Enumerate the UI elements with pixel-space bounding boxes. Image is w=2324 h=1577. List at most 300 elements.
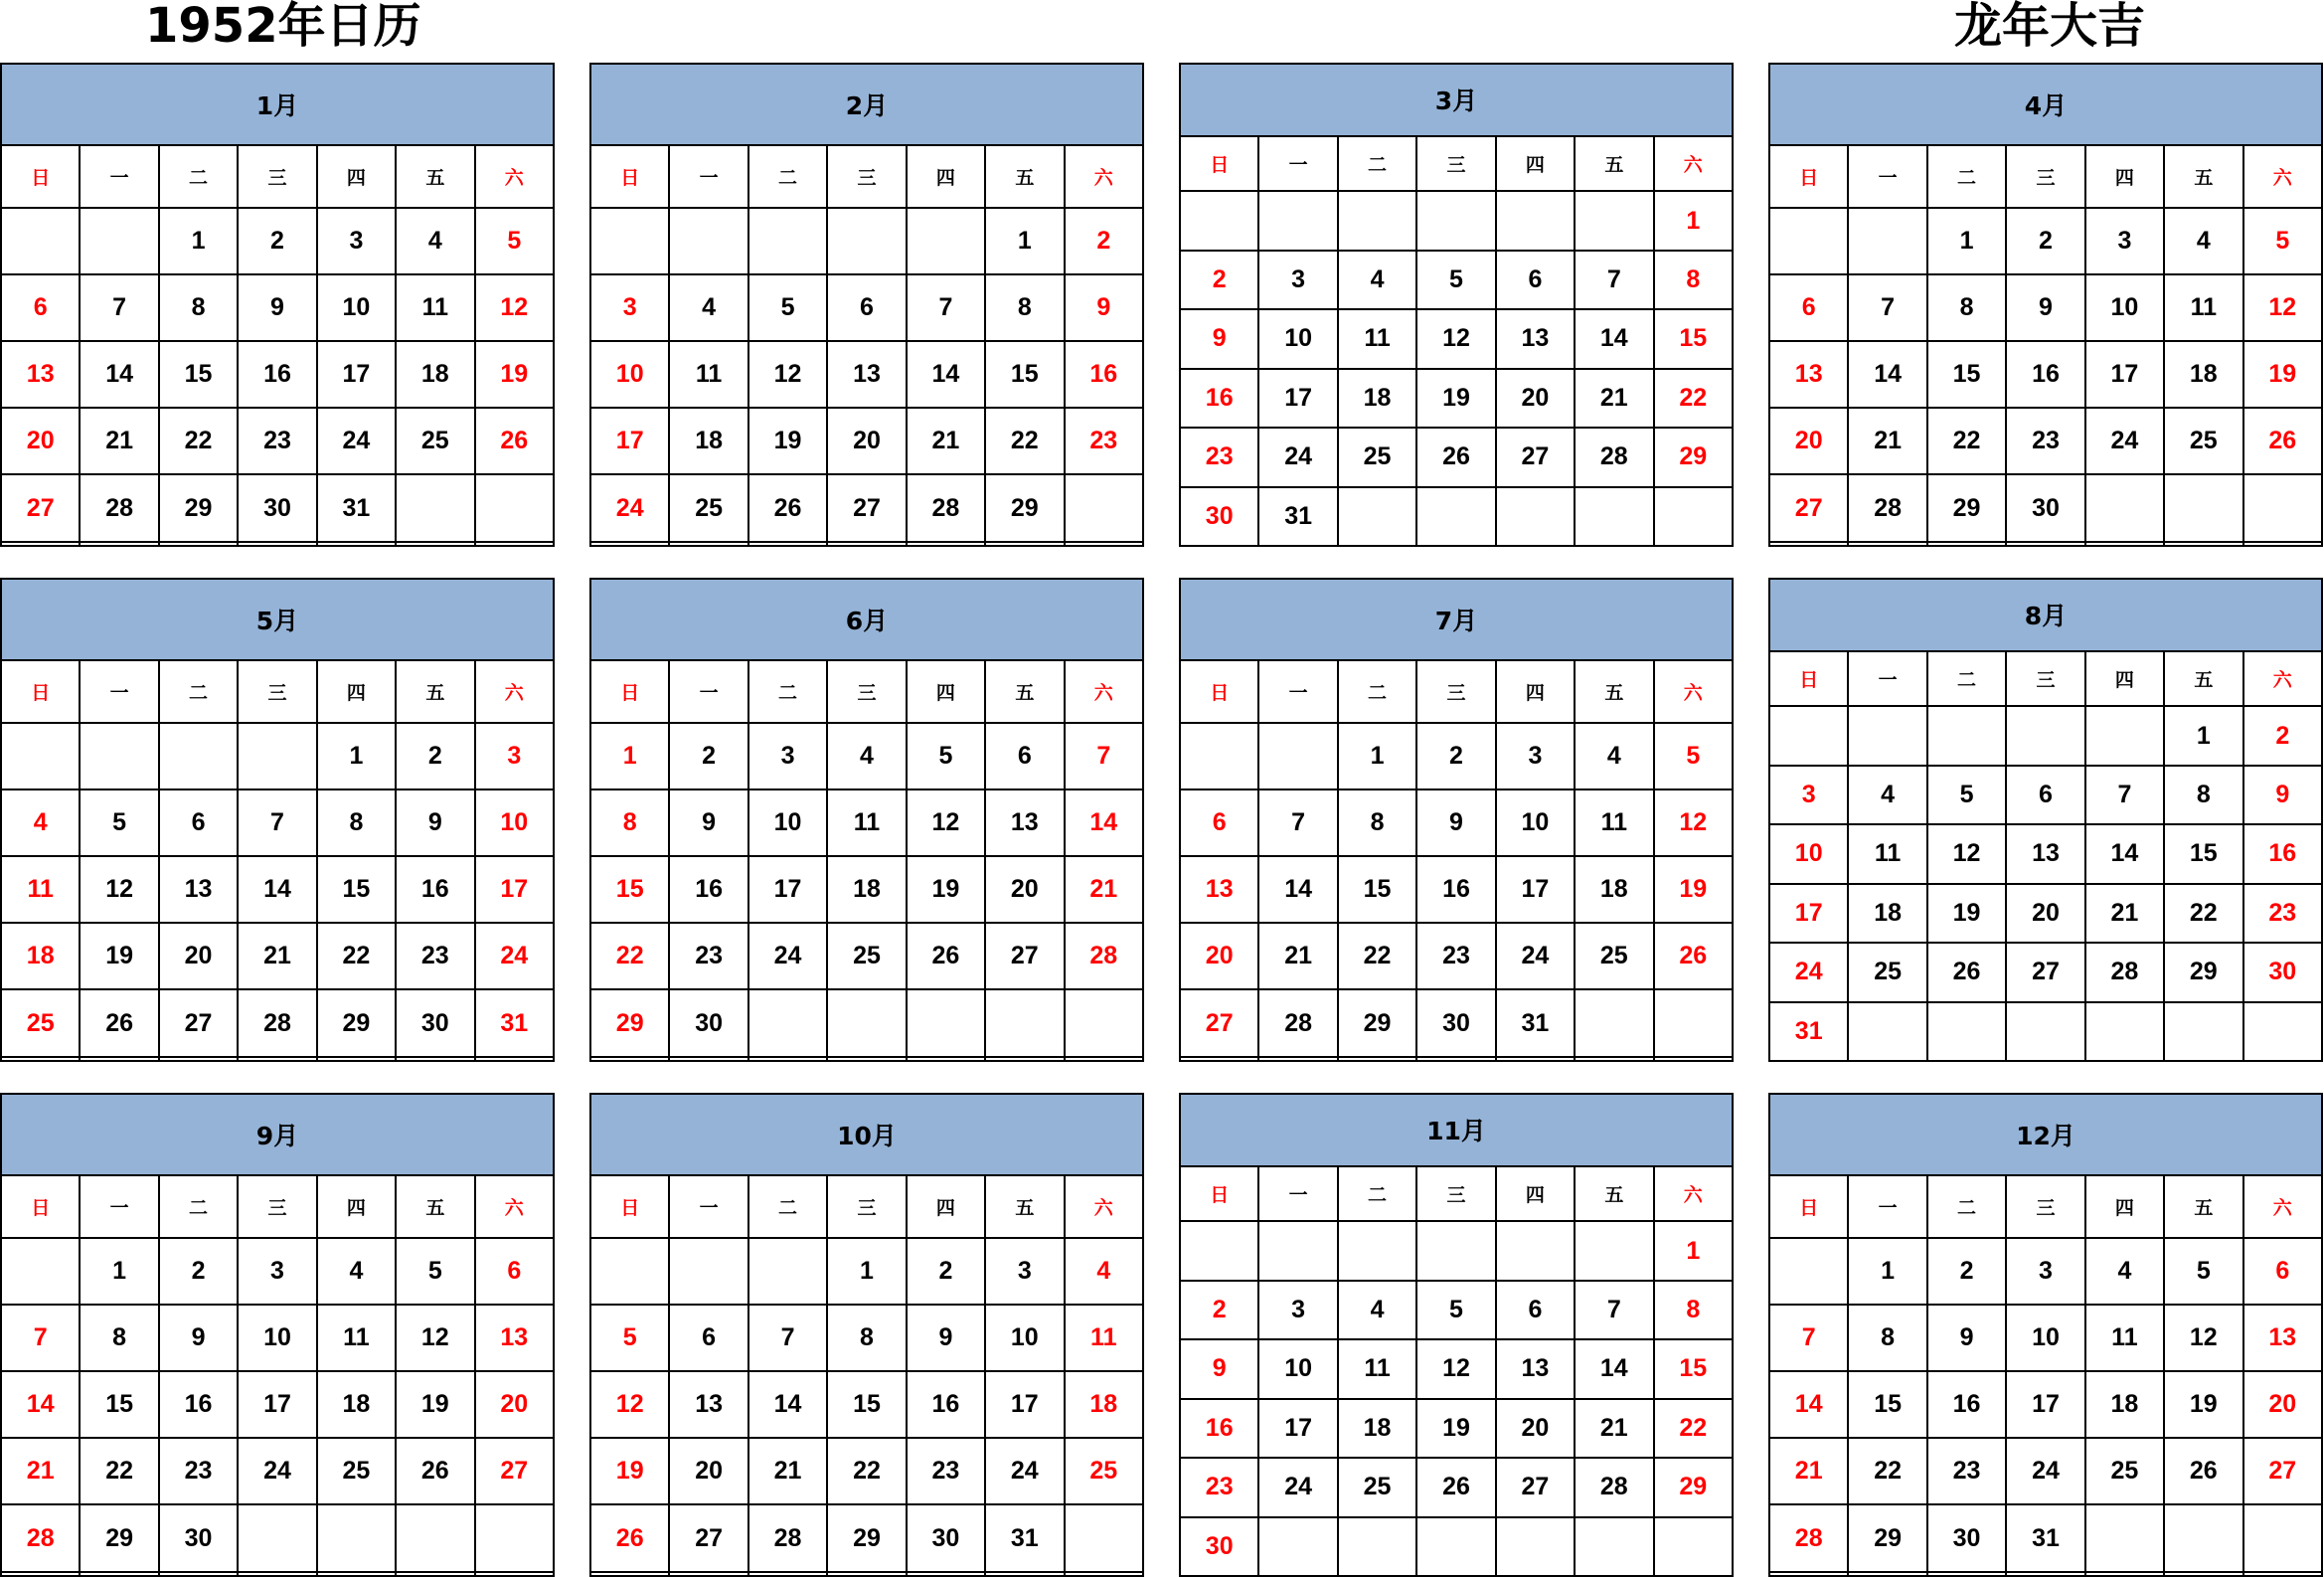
weekday-header: 二 [1338, 660, 1416, 723]
empty-day-cell [2164, 1572, 2242, 1576]
empty-day-cell [396, 1057, 474, 1061]
day-cell: 30 [2243, 943, 2322, 1001]
empty-day-cell [1848, 706, 1926, 765]
empty-day-cell [2085, 706, 2164, 765]
week-row [590, 1305, 1143, 1371]
day-cell: 26 [590, 1504, 669, 1571]
week-row [1180, 1221, 1733, 1280]
weekday-header: 日 [1180, 660, 1258, 723]
day-cell: 6 [669, 1305, 747, 1371]
day-cell: 18 [317, 1371, 396, 1438]
day-cell: 9 [1180, 309, 1258, 368]
day-cell: 22 [159, 408, 238, 474]
day-cell: 3 [1496, 723, 1575, 789]
day-cell: 11 [1848, 824, 1926, 883]
day-cell: 8 [985, 274, 1064, 341]
week-row [590, 789, 1143, 856]
day-cell: 21 [748, 1438, 827, 1504]
weekday-header: 五 [396, 145, 474, 208]
empty-day-cell [907, 1057, 985, 1061]
empty-day-cell [669, 1572, 747, 1576]
weekday-header: 四 [907, 145, 985, 208]
day-cell: 2 [1180, 251, 1258, 309]
week-row [1, 789, 554, 856]
day-cell: 2 [1065, 208, 1143, 274]
day-cell: 8 [317, 789, 396, 856]
day-cell: 5 [1416, 1281, 1495, 1339]
weekday-header: 三 [238, 145, 316, 208]
weekday-header: 二 [1927, 145, 2006, 208]
empty-day-cell [2006, 542, 2084, 546]
day-cell: 24 [238, 1438, 316, 1504]
day-cell: 16 [1065, 341, 1143, 408]
day-cell: 10 [748, 789, 827, 856]
day-cell: 19 [1416, 1399, 1495, 1458]
day-cell: 8 [1848, 1305, 1926, 1371]
day-cell: 18 [2164, 341, 2242, 408]
week-row [1769, 1002, 2322, 1061]
week-row [590, 1438, 1143, 1504]
empty-day-cell [1065, 542, 1143, 546]
day-cell: 1 [827, 1238, 906, 1305]
week-row [1, 1057, 554, 1061]
empty-day-cell [317, 1572, 396, 1576]
day-cell: 17 [1258, 369, 1337, 428]
day-cell: 6 [1769, 274, 1848, 341]
day-cell: 12 [907, 789, 985, 856]
day-cell: 7 [907, 274, 985, 341]
month-calendar [589, 1093, 1144, 1577]
day-cell: 1 [2164, 706, 2242, 765]
day-cell: 14 [748, 1371, 827, 1438]
week-row [1180, 369, 1733, 428]
day-cell: 26 [1416, 1458, 1495, 1516]
week-row [1, 408, 554, 474]
day-cell: 26 [80, 989, 158, 1056]
day-cell: 20 [985, 856, 1064, 923]
day-cell: 15 [80, 1371, 158, 1438]
weekday-header: 六 [2243, 651, 2322, 707]
day-cell: 8 [1654, 1281, 1733, 1339]
day-cell: 5 [748, 274, 827, 341]
empty-day-cell [80, 542, 158, 546]
empty-day-cell [590, 1238, 669, 1305]
week-row [1769, 341, 2322, 408]
empty-day-cell [396, 542, 474, 546]
week-row [1, 341, 554, 408]
empty-day-cell [475, 542, 554, 546]
month-grid [589, 578, 1144, 1062]
day-cell: 28 [1065, 923, 1143, 989]
day-cell: 3 [475, 723, 554, 789]
empty-day-cell [1258, 1057, 1337, 1061]
week-row [1, 856, 554, 923]
empty-day-cell [1, 1572, 80, 1576]
day-cell: 4 [1575, 723, 1653, 789]
day-cell: 14 [1, 1371, 80, 1438]
week-row [1, 208, 554, 274]
day-cell: 5 [907, 723, 985, 789]
day-cell: 20 [1769, 408, 1848, 474]
weekday-header: 六 [1065, 145, 1143, 208]
week-row [1769, 1238, 2322, 1305]
day-cell: 29 [1338, 989, 1416, 1056]
day-cell: 11 [396, 274, 474, 341]
month-calendar [1179, 1093, 1734, 1577]
day-cell: 8 [80, 1305, 158, 1371]
day-cell: 19 [475, 341, 554, 408]
day-cell: 6 [1, 274, 80, 341]
empty-day-cell [907, 989, 985, 1056]
week-row [590, 408, 1143, 474]
day-cell: 17 [2006, 1371, 2084, 1438]
page-slogan: 龙年大吉 [1953, 0, 2145, 54]
weekday-header: 四 [1496, 136, 1575, 192]
day-cell: 3 [590, 274, 669, 341]
weekday-header: 二 [159, 1175, 238, 1238]
empty-day-cell [1927, 542, 2006, 546]
day-cell: 29 [317, 989, 396, 1056]
weekday-header: 六 [1654, 1166, 1733, 1222]
day-cell: 11 [1338, 309, 1416, 368]
day-cell: 21 [2085, 884, 2164, 943]
weekday-header: 三 [2006, 651, 2084, 707]
week-row [1769, 542, 2322, 546]
weekday-header: 六 [2243, 1175, 2322, 1238]
day-cell: 25 [2085, 1438, 2164, 1504]
week-row [590, 208, 1143, 274]
empty-day-cell [2164, 1504, 2242, 1571]
day-cell: 21 [238, 923, 316, 989]
weekday-header: 三 [1416, 1166, 1495, 1222]
empty-day-cell [1065, 474, 1143, 541]
day-cell: 14 [2085, 824, 2164, 883]
empty-day-cell [159, 723, 238, 789]
month-calendar [1179, 578, 1734, 1062]
day-cell: 17 [1496, 856, 1575, 923]
empty-day-cell [827, 989, 906, 1056]
weekday-header: 二 [1927, 651, 2006, 707]
empty-day-cell [1496, 191, 1575, 250]
day-cell: 6 [159, 789, 238, 856]
month-header: 10月 [590, 1094, 1143, 1175]
day-cell: 26 [1654, 923, 1733, 989]
day-cell: 3 [2006, 1238, 2084, 1305]
day-cell: 3 [1258, 1281, 1337, 1339]
month-calendar [1768, 1093, 2323, 1577]
weekday-header: 二 [1338, 1166, 1416, 1222]
day-cell: 17 [2085, 341, 2164, 408]
day-cell: 16 [2006, 341, 2084, 408]
weekday-header: 二 [748, 660, 827, 723]
week-row [1769, 884, 2322, 943]
day-cell: 31 [985, 1504, 1064, 1571]
day-cell: 29 [985, 474, 1064, 541]
day-cell: 16 [2243, 824, 2322, 883]
week-row [1180, 1281, 1733, 1339]
weekday-header: 五 [396, 1175, 474, 1238]
day-cell: 7 [1258, 789, 1337, 856]
weekday-header: 日 [1769, 651, 1848, 707]
empty-day-cell [80, 723, 158, 789]
week-row [1, 474, 554, 541]
month-grid [589, 1093, 1144, 1577]
week-row [1769, 1305, 2322, 1371]
day-cell: 5 [590, 1305, 669, 1371]
day-cell: 29 [1654, 1458, 1733, 1516]
day-cell: 2 [396, 723, 474, 789]
day-cell: 4 [1, 789, 80, 856]
weekday-header: 四 [317, 660, 396, 723]
day-cell: 25 [669, 474, 747, 541]
empty-day-cell [1, 208, 80, 274]
day-cell: 14 [907, 341, 985, 408]
day-cell: 5 [80, 789, 158, 856]
week-row [590, 1057, 1143, 1061]
empty-day-cell [1848, 1002, 1926, 1061]
day-cell: 2 [2006, 208, 2084, 274]
day-cell: 31 [1258, 487, 1337, 546]
weekday-header: 五 [985, 1175, 1064, 1238]
day-cell: 14 [1575, 309, 1653, 368]
day-cell: 28 [80, 474, 158, 541]
day-cell: 30 [159, 1504, 238, 1571]
empty-day-cell [1416, 191, 1495, 250]
day-cell: 4 [827, 723, 906, 789]
day-cell: 15 [1338, 856, 1416, 923]
day-cell: 30 [1927, 1504, 2006, 1571]
day-cell: 28 [1769, 1504, 1848, 1571]
day-cell: 20 [1496, 1399, 1575, 1458]
empty-day-cell [1654, 1517, 1733, 1576]
week-row [1180, 856, 1733, 923]
day-cell: 9 [2243, 766, 2322, 824]
month-header: 6月 [590, 579, 1143, 660]
day-cell: 28 [907, 474, 985, 541]
day-cell: 2 [159, 1238, 238, 1305]
empty-day-cell [1654, 989, 1733, 1056]
day-cell: 28 [748, 1504, 827, 1571]
empty-day-cell [827, 1572, 906, 1576]
weekday-header: 一 [1258, 1166, 1337, 1222]
day-cell: 10 [985, 1305, 1064, 1371]
day-cell: 11 [317, 1305, 396, 1371]
week-row [1, 923, 554, 989]
day-cell: 3 [1258, 251, 1337, 309]
month-grid [589, 63, 1144, 547]
month-header: 8月 [1769, 579, 2322, 651]
day-cell: 1 [159, 208, 238, 274]
weekday-header: 六 [475, 1175, 554, 1238]
month-header: 12月 [1769, 1094, 2322, 1175]
day-cell: 31 [1769, 1002, 1848, 1061]
weekday-header: 二 [1338, 136, 1416, 192]
week-row [1769, 1371, 2322, 1438]
weekday-header: 日 [1769, 145, 1848, 208]
month-header: 2月 [590, 64, 1143, 145]
day-cell: 4 [2164, 208, 2242, 274]
empty-day-cell [80, 208, 158, 274]
weekday-header: 六 [475, 145, 554, 208]
empty-day-cell [159, 1057, 238, 1061]
day-cell: 29 [80, 1504, 158, 1571]
day-cell: 4 [1848, 766, 1926, 824]
day-cell: 9 [1180, 1339, 1258, 1398]
day-cell: 28 [1575, 428, 1653, 486]
day-cell: 12 [748, 341, 827, 408]
empty-day-cell [475, 1572, 554, 1576]
day-cell: 4 [1338, 251, 1416, 309]
day-cell: 22 [317, 923, 396, 989]
day-cell: 9 [159, 1305, 238, 1371]
day-cell: 26 [907, 923, 985, 989]
week-row [1769, 824, 2322, 883]
weekday-header: 六 [2243, 145, 2322, 208]
empty-day-cell [2164, 542, 2242, 546]
day-cell: 4 [396, 208, 474, 274]
day-cell: 8 [1654, 251, 1733, 309]
weekday-header: 一 [1848, 145, 1926, 208]
empty-day-cell [669, 1057, 747, 1061]
weekday-header: 日 [1180, 1166, 1258, 1222]
day-cell: 20 [2006, 884, 2084, 943]
day-cell: 30 [2006, 474, 2084, 541]
weekday-header: 五 [985, 660, 1064, 723]
day-cell: 15 [317, 856, 396, 923]
day-cell: 28 [2085, 943, 2164, 1001]
empty-day-cell [80, 1057, 158, 1061]
day-cell: 13 [1769, 341, 1848, 408]
day-cell: 31 [1496, 989, 1575, 1056]
day-cell: 15 [159, 341, 238, 408]
month-header: 5月 [1, 579, 554, 660]
empty-day-cell [2085, 1504, 2164, 1571]
day-cell: 29 [1848, 1504, 1926, 1571]
weekday-header: 一 [1258, 136, 1337, 192]
week-row [1180, 251, 1733, 309]
day-cell: 20 [1, 408, 80, 474]
week-row [590, 474, 1143, 541]
day-cell: 16 [1180, 1399, 1258, 1458]
empty-day-cell [1496, 1057, 1575, 1061]
day-cell: 7 [1575, 1281, 1653, 1339]
day-cell: 18 [1575, 856, 1653, 923]
empty-day-cell [1338, 1057, 1416, 1061]
day-cell: 7 [1848, 274, 1926, 341]
week-row [590, 723, 1143, 789]
month-grid [1179, 1093, 1734, 1577]
day-cell: 16 [159, 1371, 238, 1438]
day-cell: 10 [1258, 309, 1337, 368]
empty-day-cell [827, 542, 906, 546]
day-cell: 29 [590, 989, 669, 1056]
day-cell: 31 [317, 474, 396, 541]
day-cell: 5 [1416, 251, 1495, 309]
day-cell: 19 [1927, 884, 2006, 943]
weekday-header: 三 [238, 1175, 316, 1238]
day-cell: 15 [985, 341, 1064, 408]
day-cell: 15 [590, 856, 669, 923]
empty-day-cell [1180, 723, 1258, 789]
empty-day-cell [238, 1572, 316, 1576]
day-cell: 15 [1927, 341, 2006, 408]
month-calendar [1768, 63, 2323, 547]
week-row [1769, 706, 2322, 765]
weekday-header: 五 [1575, 1166, 1653, 1222]
day-cell: 26 [475, 408, 554, 474]
weekday-header: 一 [1848, 1175, 1926, 1238]
week-row [590, 341, 1143, 408]
empty-day-cell [159, 1572, 238, 1576]
day-cell: 21 [1258, 923, 1337, 989]
empty-day-cell [669, 208, 747, 274]
weekday-header: 日 [1180, 136, 1258, 192]
day-cell: 11 [2164, 274, 2242, 341]
day-cell: 21 [1769, 1438, 1848, 1504]
day-cell: 5 [1654, 723, 1733, 789]
week-row [590, 274, 1143, 341]
day-cell: 18 [396, 341, 474, 408]
empty-day-cell [396, 1504, 474, 1571]
day-cell: 4 [669, 274, 747, 341]
weekday-header: 四 [907, 1175, 985, 1238]
day-cell: 26 [396, 1438, 474, 1504]
week-row [1, 1504, 554, 1571]
day-cell: 21 [907, 408, 985, 474]
weekday-header: 二 [159, 145, 238, 208]
empty-day-cell [1065, 1057, 1143, 1061]
empty-day-cell [748, 989, 827, 1056]
empty-day-cell [1575, 1221, 1653, 1280]
day-cell: 7 [80, 274, 158, 341]
empty-day-cell [1180, 1057, 1258, 1061]
day-cell: 16 [907, 1371, 985, 1438]
day-cell: 14 [80, 341, 158, 408]
day-cell: 1 [1848, 1238, 1926, 1305]
day-cell: 12 [2164, 1305, 2242, 1371]
empty-day-cell [1338, 1221, 1416, 1280]
week-row [1, 274, 554, 341]
weekday-header: 三 [1416, 660, 1495, 723]
weekday-header: 日 [590, 145, 669, 208]
day-cell: 14 [238, 856, 316, 923]
empty-day-cell [1180, 191, 1258, 250]
week-row [1180, 309, 1733, 368]
day-cell: 21 [1848, 408, 1926, 474]
day-cell: 3 [2085, 208, 2164, 274]
weekday-header: 五 [2164, 145, 2242, 208]
day-cell: 23 [1927, 1438, 2006, 1504]
empty-day-cell [1065, 1572, 1143, 1576]
empty-day-cell [2085, 1002, 2164, 1061]
day-cell: 21 [1575, 1399, 1653, 1458]
day-cell: 21 [1, 1438, 80, 1504]
week-row [590, 856, 1143, 923]
day-cell: 21 [80, 408, 158, 474]
day-cell: 10 [1496, 789, 1575, 856]
day-cell: 13 [1496, 1339, 1575, 1398]
day-cell: 17 [985, 1371, 1064, 1438]
weekday-header: 三 [827, 145, 906, 208]
day-cell: 10 [2085, 274, 2164, 341]
weekday-header: 一 [80, 145, 158, 208]
day-cell: 20 [2243, 1371, 2322, 1438]
day-cell: 18 [1338, 1399, 1416, 1458]
empty-day-cell [907, 208, 985, 274]
day-cell: 27 [159, 989, 238, 1056]
day-cell: 1 [317, 723, 396, 789]
empty-day-cell [1, 723, 80, 789]
